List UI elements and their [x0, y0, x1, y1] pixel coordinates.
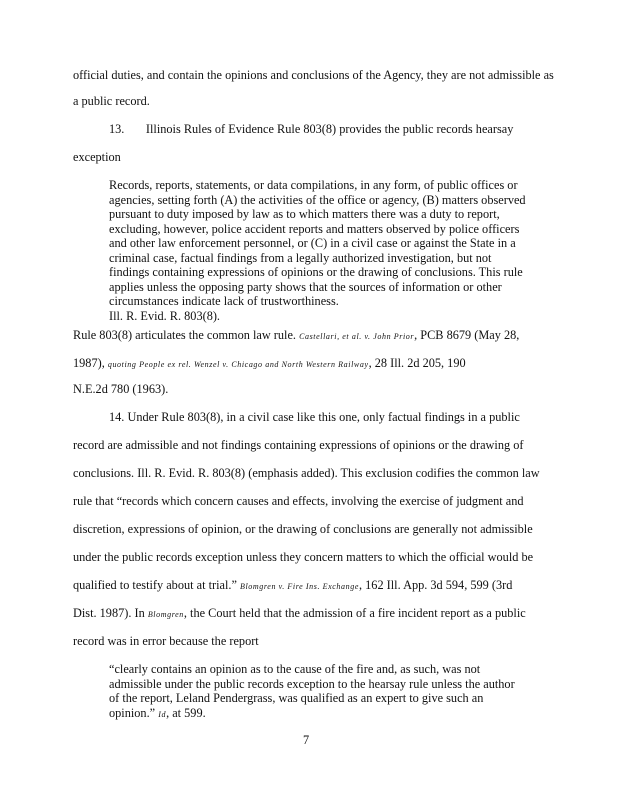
text-line: conclusions. Ill. R. Evid. R. 803(8) (emphasis added). This exclusion codifies the common law [73, 466, 540, 480]
text-line: discretion, expressions of opinion, or the drawing of conclusions are generally not admissible [73, 522, 533, 536]
text-line: exception [73, 150, 121, 164]
block-quote-rule-803-8 [109, 178, 579, 323]
quote-line: criminal case, factual findings from a legally authorized investigation, but not [109, 250, 492, 265]
paragraph-number: 13. [109, 122, 125, 136]
text: , 162 Ill. App. 3d 594, 599 (3rd [359, 578, 513, 592]
quote-line: pursuant to duty imposed by law as to which matters there was a duty to report, [109, 207, 500, 221]
text: 1987), [73, 356, 108, 370]
rule-line-2 [73, 355, 613, 373]
text: qualified to testify about at trial.” [73, 578, 240, 592]
text-line: a public record. [73, 94, 150, 108]
quote-line: “clearly contains an opinion as to the cause of the fire and, as such, was not [109, 662, 481, 676]
case-citation: Castellari, et al. v. John Prior [299, 332, 415, 341]
quote-line-last [109, 706, 579, 723]
text-line: record are admissible and not findings containing expressions of opinions or the drawing of [73, 438, 524, 452]
text-line: record was in error because the report [73, 634, 259, 648]
paragraph-text: Illinois Rules of Evidence Rule 803(8) provides the public records hearsay [145, 122, 514, 136]
page-number: 7 [303, 733, 310, 747]
case-citation: quoting People ex rel. Wenzel v. Chicago and North Western Railway [107, 360, 369, 369]
case-citation: Id [158, 709, 167, 719]
text: Rule 803(8) articulates the common law rule. [73, 328, 296, 342]
text: , the Court held that the admission of a fire incident report as a public [183, 606, 526, 620]
case-citation: Blomgren v. Fire Ins. Exchange [239, 582, 359, 591]
case-citation: Blomgren [147, 610, 184, 619]
rule-line-1 [73, 327, 613, 345]
quote-line: excluding, however, police accident reports and matters observed by police officers [109, 221, 520, 236]
text-line: official duties, and contain the opinions and conclusions of the Agency, they are not admissible as [73, 68, 554, 82]
text: , at 599. [166, 705, 206, 720]
quote-line: circumstances indicate lack of trustworthiness. [109, 294, 339, 308]
text-line: 14. Under Rule 803(8), in a civil case like this one, only factual findings in a public [109, 410, 520, 424]
quote-line: agencies, setting forth (A) the activities of the office or agency, (B) matters observed [109, 192, 526, 207]
text: opinion.” [109, 705, 159, 720]
quote-line: and other law enforcement personnel, or (C) in a civil case or against the State in a [109, 236, 516, 250]
text-line-with-citation [73, 605, 613, 623]
text-line: rule that “records which concern causes and effects, involving the exercise of judgment and [73, 494, 524, 508]
text-line-with-citation [73, 577, 613, 595]
text: , 28 Ill. 2d 205, 190 [368, 356, 466, 370]
text-line: N.E.2d 780 (1963). [73, 382, 169, 396]
quote-line: Records, reports, statements, or data compilations, in any form, of public offices or [109, 178, 518, 192]
quote-line: findings containing expressions of opinions or the drawing of conclusions. This rule [109, 265, 523, 279]
quote-line: of the report, Leland Pendergrass, was qualified as an expert to give such an [109, 691, 484, 705]
paragraph-13-first-line [109, 121, 618, 137]
quote-line: applies unless the opposing party shows that the sources of information or other [109, 279, 502, 294]
text: Dist. 1987). In [73, 606, 148, 620]
block-quote-blomgren [109, 662, 579, 722]
text: , PCB 8679 (May 28, [414, 328, 520, 342]
quote-line: admissible under the public records exception to the hearsay rule unless the author [109, 676, 515, 691]
text-line: under the public records exception unless they concern matters to which the official would be [73, 550, 534, 564]
quote-citation: Ill. R. Evid. R. 803(8). [109, 308, 221, 323]
